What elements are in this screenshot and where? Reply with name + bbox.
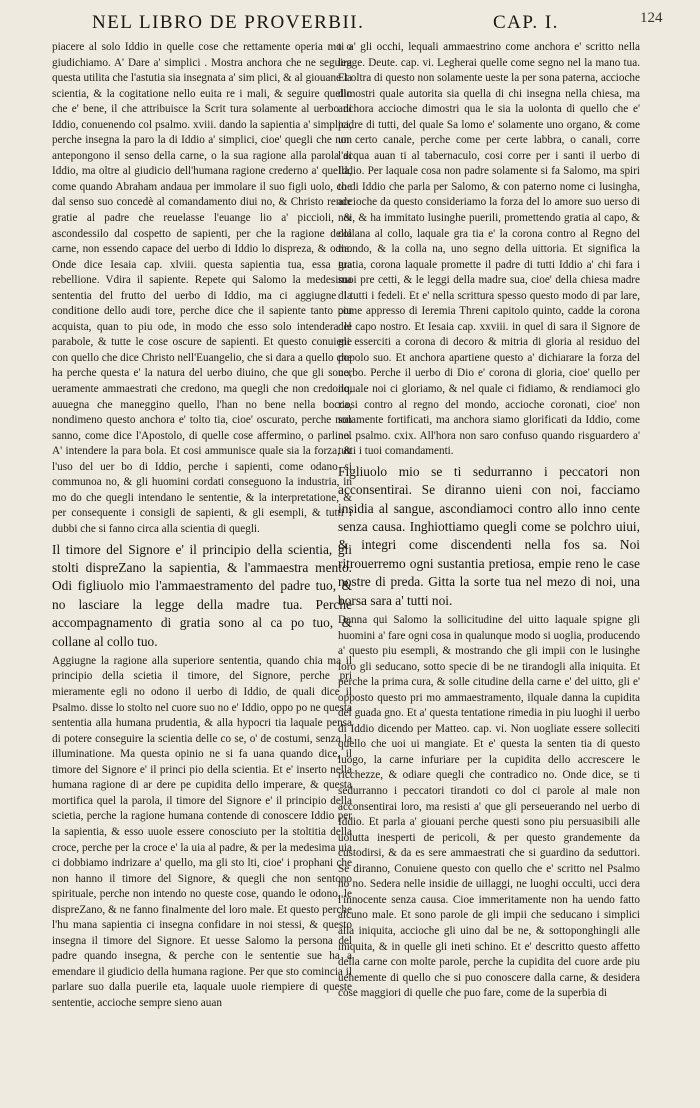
- chapter-heading: CAP. I.: [493, 12, 559, 33]
- right-column: [338, 40, 640, 1002]
- running-head-title: NEL LIBRO DE PROVERBII.: [92, 12, 365, 33]
- commentary-paragraph: Aggiugne la ragione alla superiore sententia, quando chia ma il principio della scietia il timore, del Signore, perche pri mieramente egli no odono il uerbo di Iddio, de quali dice il Psalmo. disse lo stolto nel cuore suo no e' Iddio, oppo po ne questa sententia alla humana prudentia, & alla hypocri tia laquale pensa di potere conseguire la scientia delle co se, o' de costumi, senza la illuminatione. Ma questa opinio ne si fa uana quando dice, il timore del Signore e' il princi pio della scientia. Et e' inserto nella humana ragione di ar dere pe cupidita dello imperare, & questa mortifica quel la parola, il timore del Signore e' il principio della scietia, perche la ragione humana contende di conoscere Iddio per la sapientia, & esso uuole essere conosciuto per la stoltitia della croce, perche per la croce e' la uia al padre, & per la medesima uia ci dobbiamo indrizare a' quello, ma gli sto lti, cioe' i prophani che non hanno il timore del Signore, & quegli che non sentono spirituale, perche non intendo no queste cose, quando le odono, le dispreZano, & ne fanno finalmente del loro male. Et questo perche l'hu mana sapientia ci insegna confidare in noi stessi, & questo insegna il timore del Signore. Et uesse Salomo la persona del padre quando insegna, & perche con le sententie sue ha a emendare il giudicio della humana ragione. Per que sto comincia il parlare suo dalla puerile eta, laquale uuole riempiere di queste sententie, accioche sempre sieno auan: [52, 654, 352, 1009]
- commentary-paragraph: Danna qui Salomo la sollicitudine del uitto laquale spigne gli huomini a' fare ogni cosa in qualunque modo si uoglia, producendo a' questo piu esempli, & mostrando che gli impii con le lusinghe loro gli seducano, sotto specie di be ne tirandogli alla iniquita. Et perche la prima cura, & solle citudine della carne e' del uitto, gli e' opposto questo pri mo ammaestramento, ilquale danna la cupidita del guada gno. Et a' questa tentatione rimedia in piu luoghi il uerbo di Iddio dicendo per Matteo. cap. vi. Non uogliate essere solleciti quello che uoi ui mangiate. Et e' questa la senten tia di questo luogo, la carne infuriare per la cupidita dello accrescere le ricchezze, & odiare quegli che contradico no. Onde dice, se ti sedurranno i peccatori tirandoti co dol ci parole al male non acconsentirai loro, ma resisti a' que gli perseuerando nel uerbo di Iddio. Et parla a' giouani perche questi sono piu persuasibili alle uolutta inesperti de pericoli, & per questo grandemente da custodirsi, & da es sere ammaestrati che si guardino da seduttori. Se diranno, Conuiene questo con quello che e' scritto nel Psalmo no no. Sedera nelle insidie de uillaggi, ne luoghi occulti, ucci dera l'innocente senza causa. Cioe immeritamente non ha uendo fatto alcuno male. Et sono parole de gli impii che seducano i simplici alla iniquita, accioche gli uino dal be ne, & sottoponghingli alle iniquita, & in quelle gli ineti schino. Et e' descritto questo affetto della carne con molte parole, perche la cupidita del cuore arde piu uehemente di quello che si puo conoscere dalla carne, & desidera cose maggiori di quelle che puo fare, come de la superbia di: [338, 614, 640, 1000]
- scripture-verse: Figliuolo mio se ti sedurranno i peccatori non acconsentirai. Se diranno uieni con noi, facciamo insidia al sangue, ascondiamoci contro allo inno cente senza causa. Inghiottiamo quegli come se polchro uiui, & integri come discendenti nella fos sa. Noi ritrouerremo ogni sustantia pretiosa, empie reno le case nostre di preda. Gitta la sorte tua nel mezo di noi, una borsa sara a' tutti noi.: [338, 463, 640, 608]
- commentary-paragraph: ti a' gli occhi, lequali ammaestrino come anchora e' scritto nella legge. Deute. cap. vi. Legherai quelle come segno nel la mano tua. Et oltra di questo non solamente ueste la per sona paterna, accioche dimostri quale autorita sia quella di chi insegna nella chiesa, ma anchora accioche dimostri qua le sia la uolonta di quello che e' padre di tutti, del quale Sa lomo e' solamente uno organo, & come un certo canale, perche come per certe labbra, o canali, corre l'acqua auan ti al tabernaculo, cosi corre per i santi il uerbo di Iddio. Per laquale cosa non padre solamente si fa Salomo, ma spiri to di Iddio che parla per Salomo, & con paterno nome ci lusingha, accioche da questo consideriamo la forza del lo amore suo uerso di noi, & ha immitato lusinghe puerili, promettendo gratia al capo, & collana al collo, laquale gra tia e' la corona contro al Regno del mondo, & la colla na, uno segno della uittoria. Et significa la gratia, corona laquale promette il padre di tutti Iddio a' chi fara i suoi pre cetti, & le leggi della madre sua, cioe' della chiesa madre di tutti i fedeli. Et e' nella scrittura spesso questo modo di par lare, come appresso di Ieremia Threni capitolo quinto, cadde la corona del capo nostro. Et Iesaia cap. xxviii. in quel di sara il Signore de gli esserciti a corona di decoro & mitria di gloria al residuo del popolo suo. Et anchora apartiene questo a' dichiarare la forza del uerbo. Perche il uerbo di Dio e' corona di gloria, cioe' quello per ilquale noi ci gloriamo, & nel quale ci fidiamo, & rendiamoci glo riosi contro al regno del mondo, accioche coronati, cioe' non solamente fortificati, ma anchora siamo glorificati da Iddio, come nel psalmo. cxix. All'hora non saro confuso quando risguardero a' tutti i tuoi comandamenti.: [338, 41, 640, 458]
- running-head: [0, 6, 700, 40]
- commentary-paragraph: piacere al solo Iddio in quelle cose che rettamente operia mo o giudichiamo. A' Dare a' simplici . Mostra anchora che ne seguira questa utilita che l'astutia sia insegnata a' sim plici, & al giouane la scientia, & la cogitatione nello euita re i mali, & seguire quello che e' bene, il che attribuisce la Scrit tura solamente al uerbo di Iddio, conuenendo col psalmo. xviii. dando la sapientia a' simplici, perche insegna la paro la di Iddio a' simplici, cioe' quegli che non antepongono il senso della carne, o la sua ragione alla parola di Iddio, ma oltre al giudicio dell'humana ragione crederno a' quella, come quando Abraham andaua per immolare il suo figli uolo, che dal senso suo concedè al comandamento diui no, & Christo rende gratie al padre che reuelasse l'euange lio a' piccioli, & ascondessilo dal cospetto de sapienti, per che la ragione della carne, non essendo capace del uerbo di Iddio lo dispreza, & odia. Onde dice Iesaia cap. xlviii. questa sapientia tua, essa tua rebellione. Vdira il sapiente. Repete qui Salomo la medesima sententia del frutto del uerbo di Iddio, ma ci aggiugne la conditione dello audi tore, perche dice che il sapiente tanto piu acquista, quan to piu ode, in modo che esso solo intendera le parabole, & tutte le cose oscure de sapienti. Et questo conuiene con quello che dice Christo nell'Euangelio, che si dara a quello che ha perche questa e' la natura del uerbo diuino, che que gli sono, ueramente ammaestrati che credono, ma quegli che non credono, auuegna che maneggino quello, l'han no bene nella bocca, nondimeno questo anchora e' tolto tia, cioe' oscurato, perche non sanno, come dice l'Apostolo, di quelle cose affermino, o parlino. A' intendere la para bola. Et cosi ammunisce quale sia la forza, & l'uso del uer bo di Iddio, perche i sapienti, come odano si communoa no, & gli huomini cordati conseguono la industria, in mo do che quegli intendano le sententie, & la interpretatione, & per consequente i consigli de sapienti, & gli esempli, & tutti i dubbi che si fanno circa alla scientia di quegli.: [52, 41, 352, 535]
- scripture-verse: Il timore del Signore e' il principio della scientia, gli stolti dispreZano la sapientia, & l'ammaestra mento. Odi figliuolo mio l'ammaestramento del padre tuo, & no lasciare la legge della madre tua. Perche accompagnamento di gratia sono al ca po tuo, & collane al collo tuo.: [52, 541, 352, 649]
- left-column: [52, 40, 352, 1012]
- folio-number: 124: [640, 10, 663, 26]
